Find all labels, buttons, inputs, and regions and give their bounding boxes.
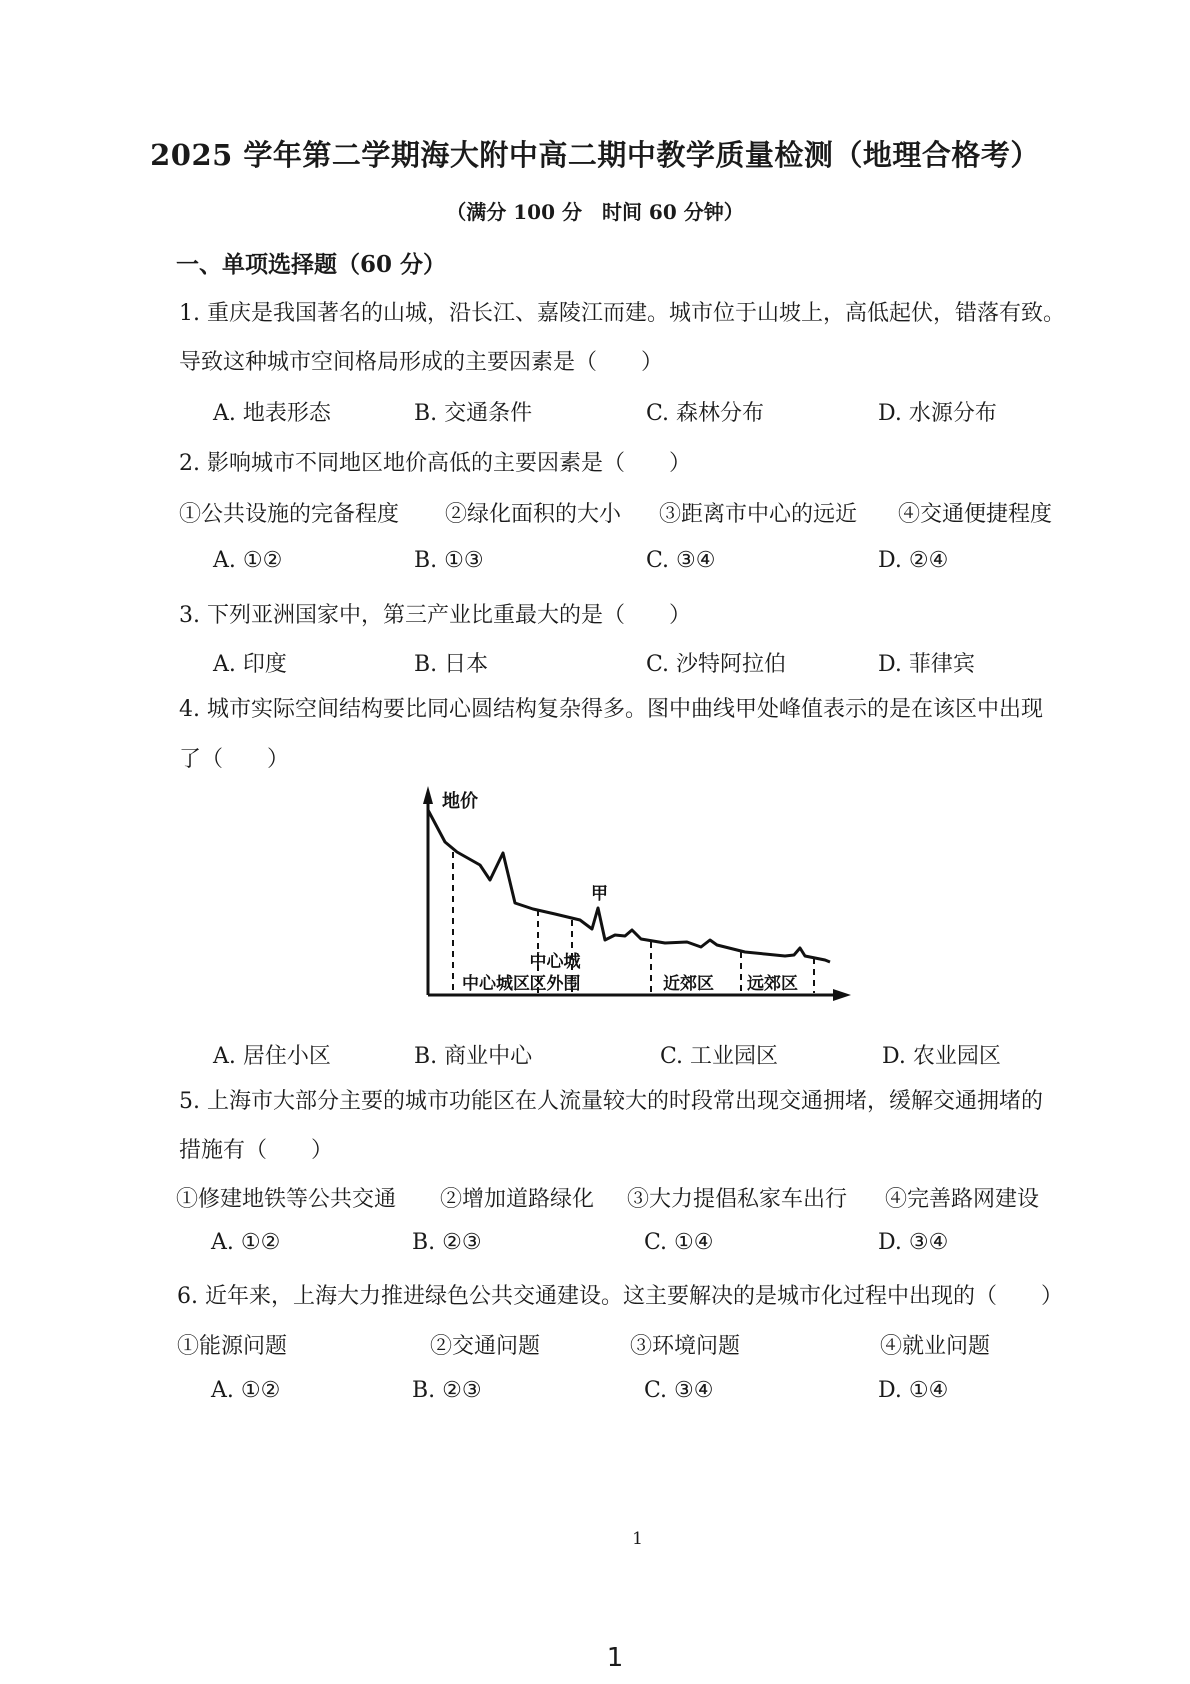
peak-label: 甲 — [591, 884, 608, 904]
question-5-option-a: A. ①② — [211, 1230, 281, 1255]
question-3-option-a: A. 印度 — [213, 652, 287, 677]
question-2-option-b: B. ①③ — [414, 548, 484, 573]
question-5-line-2: 措施有（ ） — [179, 1138, 334, 1163]
question-3-option-b: B. 日本 — [414, 652, 489, 677]
question-1-option-d: D. 水源分布 — [878, 401, 997, 426]
page-number-large: 1 — [606, 1643, 624, 1673]
question-1-option-c: C. 森林分布 — [646, 401, 765, 426]
question-6-option-a: A. ①② — [211, 1378, 281, 1403]
question-5-option-b: B. ②③ — [412, 1230, 482, 1255]
y-axis-arrow-icon — [423, 786, 433, 804]
zone-label-outer-suburb: 远郊区 — [747, 974, 798, 994]
question-6-item-3: ③环境问题 — [630, 1334, 741, 1359]
question-1-option-b: B. 交通条件 — [414, 401, 533, 426]
question-5-option-d: D. ③④ — [878, 1230, 949, 1255]
question-2-option-a: A. ①② — [213, 548, 283, 573]
question-6-option-b: B. ②③ — [412, 1378, 482, 1403]
question-6-option-d: D. ①④ — [878, 1378, 949, 1403]
question-6-line-1: 6. 近年来，上海大力推进绿色公共交通建设。这主要解决的是城市化过程中出现的（ ） — [177, 1284, 1063, 1309]
question-6-item-2: ②交通问题 — [430, 1334, 541, 1359]
question-2-item-4: ④交通便捷程度 — [898, 502, 1053, 527]
question-1-line-1: 1. 重庆是我国著名的山城，沿长江、嘉陵江而建。城市位于山坡上，高低起伏，错落有致。 — [179, 301, 1065, 326]
question-2-item-3: ③距离市中心的远近 — [659, 502, 858, 527]
question-2-item-1: ①公共设施的完备程度 — [179, 502, 400, 527]
zone-label-periphery-line-1: 中心城 — [529, 952, 581, 972]
question-5-option-c: C. ①④ — [644, 1230, 714, 1255]
question-2-line-1: 2. 影响城市不同地区地价高低的主要因素是（ ） — [179, 451, 691, 476]
y-axis-label: 地价 — [442, 791, 478, 812]
question-3-option-d: D. 菲律宾 — [878, 652, 975, 677]
question-4-option-d: D. 农业园区 — [882, 1044, 1001, 1069]
question-3-option-c: C. 沙特阿拉伯 — [646, 652, 787, 677]
question-2-item-2: ②绿化面积的大小 — [445, 502, 622, 527]
figure-axes — [423, 786, 851, 1001]
land-price-curve — [428, 810, 830, 962]
question-4-option-b: B. 商业中心 — [414, 1044, 533, 1069]
question-4-option-a: A. 居住小区 — [213, 1044, 331, 1069]
question-4-line-2: 了（ ） — [179, 747, 290, 772]
question-5-item-3: ③大力提倡私家车出行 — [627, 1187, 848, 1212]
question-4-line-1: 4. 城市实际空间结构要比同心圆结构复杂得多。图中曲线甲处峰值表示的是在该区中出现 — [179, 697, 1043, 722]
x-axis-arrow-icon — [833, 989, 851, 1001]
question-5-item-1: ①修建地铁等公共交通 — [176, 1187, 397, 1212]
zone-label-inner-suburb: 近郊区 — [663, 974, 714, 994]
exam-title: 2025 学年第二学期海大附中高二期中教学质量检测（地理合格考） — [150, 138, 1040, 172]
question-1-option-a: A. 地表形态 — [213, 401, 331, 426]
question-5-item-4: ④完善路网建设 — [885, 1187, 1040, 1212]
question-2-option-d: D. ②④ — [878, 548, 949, 573]
zone-label-periphery-line-2: 区外围 — [529, 974, 581, 994]
section-heading: 一、单项选择题（60 分） — [176, 251, 447, 278]
question-4-option-c: C. 工业园区 — [660, 1044, 779, 1069]
question-3-line-1: 3. 下列亚洲国家中，第三产业比重最大的是（ ） — [179, 603, 691, 628]
question-2-option-c: C. ③④ — [646, 548, 716, 573]
question-1-line-2: 导致这种城市空间格局形成的主要因素是（ ） — [179, 350, 664, 375]
question-5-line-1: 5. 上海市大部分主要的城市功能区在人流量较大的时段常出现交通拥堵，缓解交通拥堵的 — [179, 1089, 1043, 1114]
question-6-item-4: ④就业问题 — [880, 1334, 991, 1359]
exam-subtitle: （满分 100 分 时间 60 分钟） — [446, 200, 744, 224]
land-price-figure — [405, 780, 855, 1020]
question-5-item-2: ②增加道路绿化 — [440, 1187, 595, 1212]
page-number: 1 — [632, 1529, 643, 1549]
question-6-option-c: C. ③④ — [644, 1378, 714, 1403]
question-6-item-1: ①能源问题 — [177, 1334, 288, 1359]
zone-label-center: 中心城区 — [462, 974, 530, 994]
